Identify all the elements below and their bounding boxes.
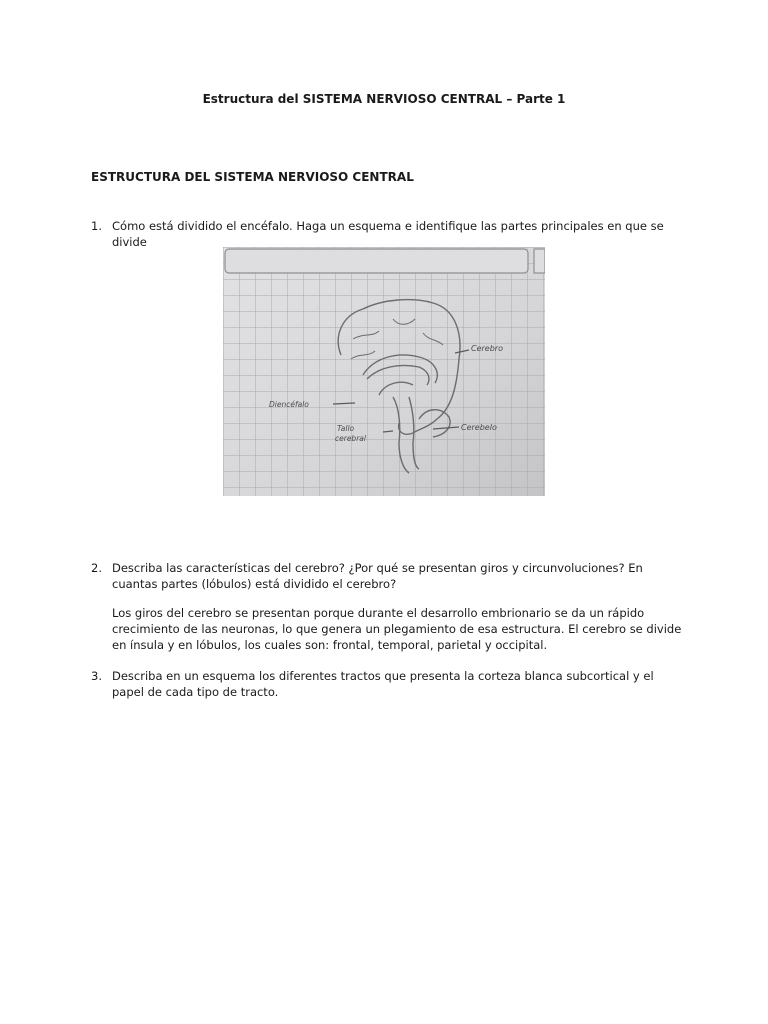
- label-cerebelo: Cerebelo: [461, 423, 497, 432]
- brain-sketch-photo: [223, 247, 545, 496]
- question-number: 2.: [91, 561, 102, 575]
- notebook-header: [225, 249, 528, 273]
- question-number: 3.: [91, 669, 102, 683]
- question-number: 1.: [91, 219, 102, 233]
- question-text: Describa en un esquema los diferentes tractos que presenta la corteza blanca subcortical y el papel de cada tipo de tracto.: [112, 669, 654, 699]
- label-cerebral: cerebral: [335, 434, 366, 443]
- label-tallo: Tallo: [337, 424, 355, 433]
- label-cerebro: Cerebro: [471, 344, 503, 353]
- question-text: Cómo está dividido el encéfalo. Haga un esquema e identifique las partes principales en que se divide: [112, 219, 664, 249]
- label-diencefalo: Diencéfalo: [269, 400, 309, 409]
- section-heading: ESTRUCTURA DEL SISTEMA NERVIOSO CENTRAL: [91, 170, 414, 184]
- question-text: Describa las características del cerebro? ¿Por qué se presentan giros y circunvoluciones? En cuantas partes (lóbulos) está dividido el cerebro?: [112, 561, 643, 591]
- page-title: Estructura del SISTEMA NERVIOSO CENTRAL – Parte 1: [202, 92, 566, 106]
- answer-2: Los giros del cerebro se presentan porque durante el desarrollo embrionario se da un rápido crecimiento de las neuronas, lo que genera un plegamiento de esa estructura. El cerebro se divide en ínsula y en lóbulos, los cuales son: frontal, temporal, parietal y occipital.: [112, 606, 682, 652]
